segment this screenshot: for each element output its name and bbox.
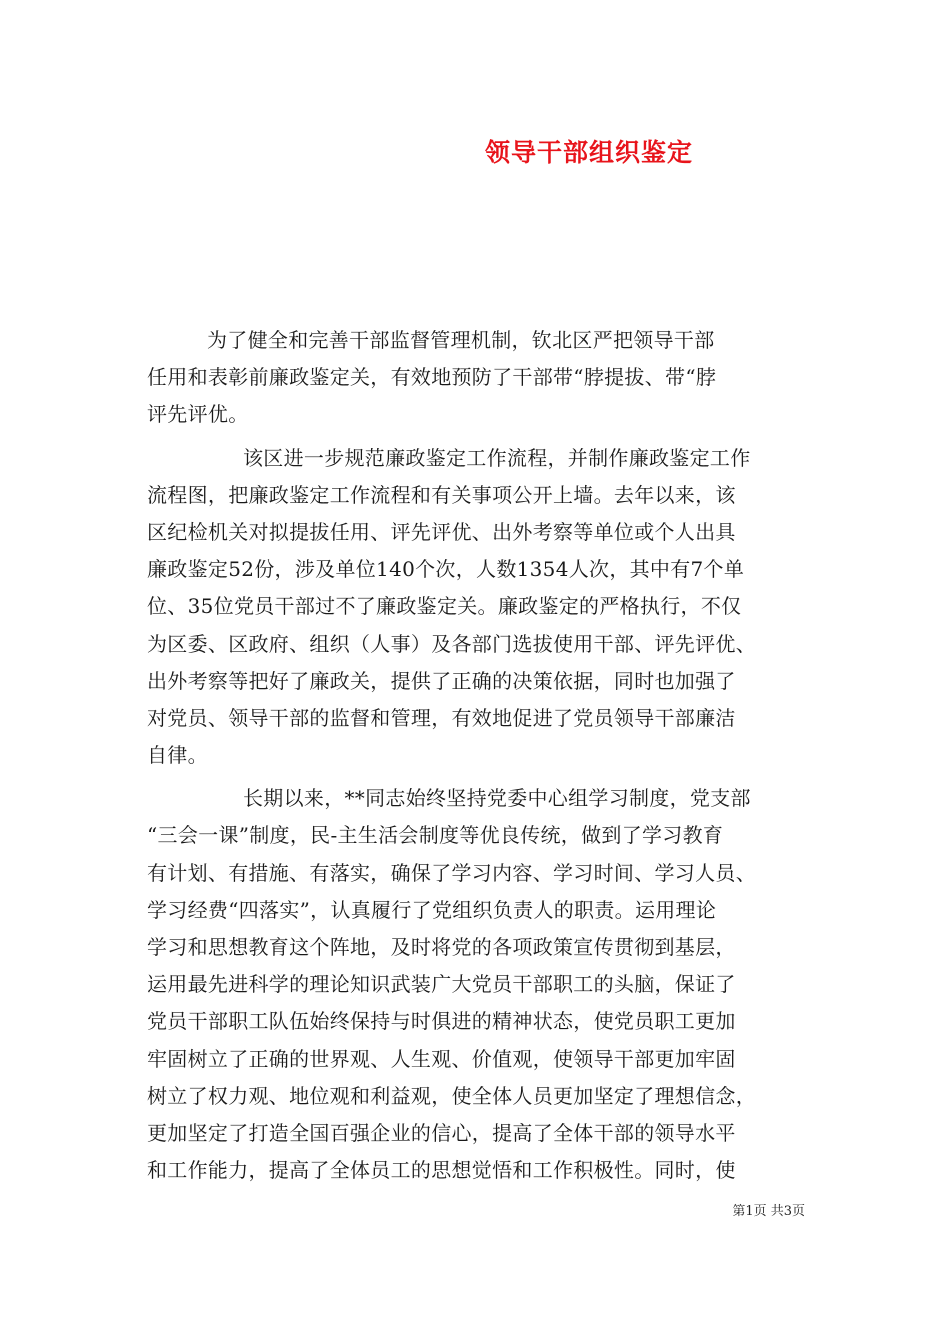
text-line: 树立了权力观、地位观和利益观，使全体人员更加坚定了理想信念， [147, 1083, 756, 1108]
text-line: 有计划、有措施、有落实，确保了学习内容、学习时间、学习人员、 [147, 860, 756, 885]
text-line: 对党员、领导干部的监督和管理，有效地促进了党员领导干部廉洁 [147, 705, 736, 730]
text-line: 更加坚定了打造全国百强企业的信心，提高了全体干部的领导水平 [147, 1120, 736, 1145]
text-line: 位、35位党员干部过不了廉政鉴定关。廉政鉴定的严格执行，不仅 [147, 594, 742, 619]
text-line: 廉政鉴定52份，涉及单位140个次，人数1354人次，其中有7个单 [147, 557, 745, 582]
text-line: 学习经费“四落实”，认真履行了党组织负责人的职责。运用理论 [147, 897, 717, 922]
text-line: 牢固树立了正确的世界观、人生观、价值观，使领导干部更加牢固 [147, 1046, 736, 1071]
paragraph [147, 322, 807, 434]
text-line: “三会一课”制度，民-主生活会制度等优良传统，做到了学习教育 [147, 823, 724, 848]
text-line: 和工作能力，提高了全体员工的思想觉悟和工作积极性。同时，使 [147, 1158, 736, 1183]
text-line: 该区进一步规范廉政鉴定工作流程，并制作廉政鉴定工作 [243, 445, 751, 470]
text-line: 评先评优。 [147, 402, 249, 427]
text-line: 任用和表彰前廉政鉴定关，有效地预防了干部带“脖提拔、带“脖 [147, 365, 717, 390]
document-body [147, 322, 807, 1189]
text-line: 为了健全和完善干部监督管理机制，钦北区严把领导干部 [207, 328, 715, 352]
paragraph [147, 440, 807, 775]
text-line: 党员干部职工队伍始终保持与时俱进的精神状态，使党员职工更加 [147, 1009, 736, 1034]
text-line: 出外考察等把好了廉政关，提供了正确的决策依据，同时也加强了 [147, 668, 736, 693]
text-line: 区纪检机关对拟提拔任用、评先评优、出外考察等单位或个人出具 [147, 519, 736, 544]
text-line: 运用最先进科学的理论知识武装广大党员干部职工的头脑，保证了 [147, 972, 736, 997]
paragraph [147, 780, 807, 1189]
text-line: 长期以来，**同志始终坚持党委中心组学习制度，党支部 [243, 786, 751, 811]
text-line: 自律。 [147, 743, 208, 768]
text-line: 学习和思想教育这个阵地，及时将党的各项政策宣传贯彻到基层， [147, 935, 736, 959]
text-line: 为区委、区政府、组织（人事）及各部门选拔使用干部、评先评优、 [147, 631, 756, 656]
text-line: 流程图，把廉政鉴定工作流程和有关事项公开上墙。去年以来，该 [147, 482, 736, 507]
document-title: 领导干部组织鉴定 [484, 138, 693, 167]
page-number-footer: 第1页 共3页 [732, 1204, 805, 1219]
